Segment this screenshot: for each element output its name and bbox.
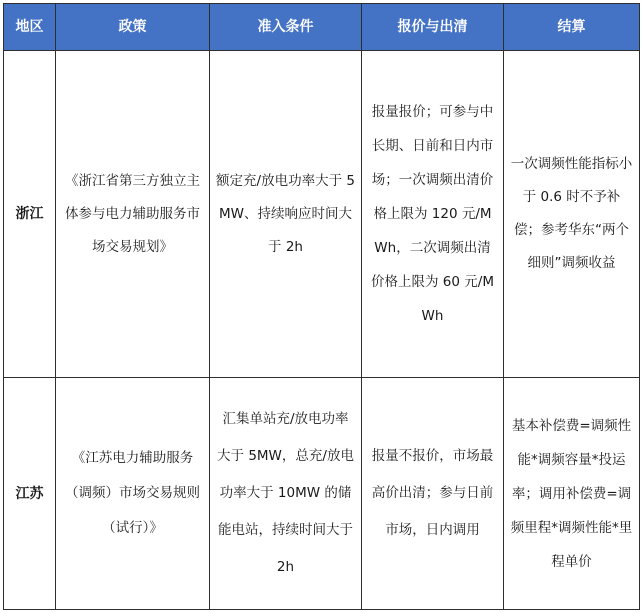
region-cell: 江苏 [4, 378, 56, 610]
header-settlement: 结算 [504, 4, 640, 51]
policy-cell: 《浙江省第三方独立主体参与电力辅助服务市场交易规划》 [56, 51, 210, 378]
policy-cell: 《江苏电力辅助服务（调频）市场交易规则（试行）》 [56, 378, 210, 610]
table-row-jiangsu [4, 378, 640, 610]
header-conditions: 准入条件 [210, 4, 362, 51]
pricing-cell: 报量报价；可参与中长期、日前和日内市场；一次调频出清价格上限为 120 元/MWh，二次调频出清价格上限为 60 元/MWh [362, 51, 504, 378]
region-cell: 浙江 [4, 51, 56, 378]
conditions-cell: 额定充/放电功率大于 5MW、持续响应时间大于 2h [210, 51, 362, 378]
header-policy: 政策 [56, 4, 210, 51]
settlement-cell: 一次调频性能指标小于 0.6 时不予补偿；参考华东“两个细则”调频收益 [504, 51, 640, 378]
policy-comparison-table [3, 3, 640, 610]
pricing-cell: 报量不报价，市场最高价出清；参与日前市场，日内调用 [362, 378, 504, 610]
header-pricing: 报价与出清 [362, 4, 504, 51]
conditions-cell: 汇集单站充/放电功率大于 5MW，总充/放电功率大于 10MW 的储能电站，持续时间大于 2h [210, 378, 362, 610]
header-region: 地区 [4, 4, 56, 51]
settlement-cell: 基本补偿费=调频性能*调频容量*投运率；调用补偿费=调频里程*调频性能*里程单价 [504, 378, 640, 610]
table-header-row [4, 4, 640, 51]
table-row-zhejiang [4, 51, 640, 378]
